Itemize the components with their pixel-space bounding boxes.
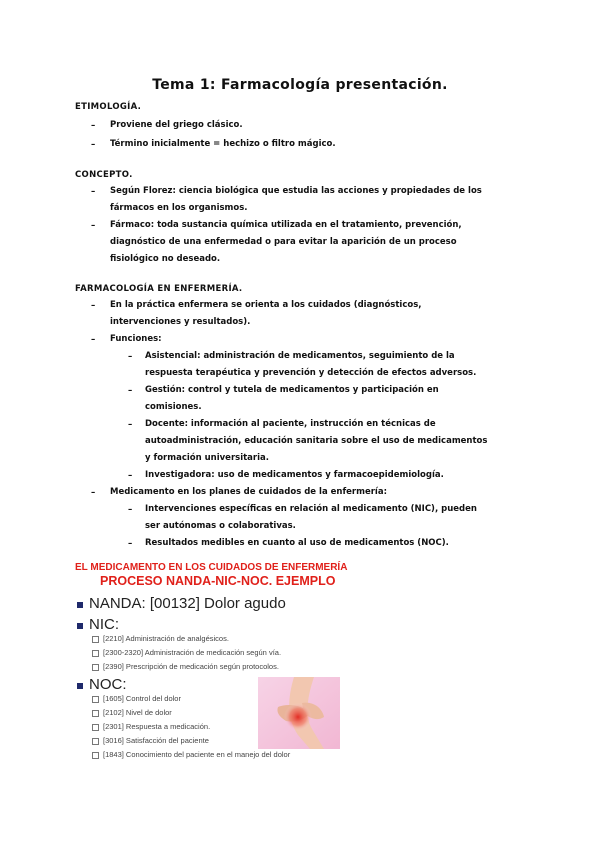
nic-item: [2390] Prescripción de medicación según protocolos.	[92, 662, 279, 671]
dash: –	[91, 140, 96, 150]
knee-pain-image	[258, 677, 340, 749]
farmacologia-line: respuesta terapéutica y prevención y detección de efectos adversos.	[145, 368, 477, 378]
farmacologia-line: Funciones:	[110, 334, 162, 344]
dash: –	[128, 539, 133, 549]
checkbox-icon	[92, 738, 99, 745]
farmacologia-line: Resultados medibles en cuanto al uso de medicamentos (NOC).	[145, 538, 449, 548]
farmacologia-line: Intervenciones específicas en relación al medicamento (NIC), pueden	[145, 504, 477, 514]
noc-item: [2102] Nivel de dolor	[92, 708, 172, 717]
square-bullet-icon	[77, 623, 83, 629]
farmacologia-heading: FARMACOLOGÍA EN ENFERMERÍA.	[75, 284, 243, 294]
farmacologia-line: Investigadora: uso de medicamentos y farmacoepidemiología.	[145, 470, 444, 480]
noc-item: [2301] Respuesta a medicación.	[92, 722, 210, 731]
etimologia-heading: ETIMOLOGÍA.	[75, 102, 142, 112]
noc-item: [1605] Control del dolor	[92, 694, 181, 703]
nic-item: [2210] Administración de analgésicos.	[92, 634, 229, 643]
slide-header: EL MEDICAMENTO EN LOS CUIDADOS DE ENFERMERÍA	[75, 562, 348, 573]
checkbox-icon	[92, 664, 99, 671]
noc-item: [3016] Satisfacción del paciente	[92, 736, 209, 745]
etimologia-item: Término inicialmente = hechizo o filtro mágico.	[110, 139, 336, 149]
farmacologia-line: ser autónomas o colaborativas.	[145, 521, 296, 531]
farmacologia-line: comisiones.	[145, 402, 202, 412]
dash: –	[128, 420, 133, 430]
dash: –	[91, 121, 96, 131]
square-bullet-icon	[77, 602, 83, 608]
dash: –	[128, 471, 133, 481]
concepto-line: Según Florez: ciencia biológica que estudia las acciones y propiedades de los	[110, 186, 482, 196]
farmacologia-line: Docente: información al paciente, instrucción en técnicas de	[145, 419, 436, 429]
nanda-line: NANDA: [00132] Dolor agudo	[89, 595, 286, 612]
checkbox-icon	[92, 650, 99, 657]
square-bullet-icon	[77, 683, 83, 689]
checkbox-icon	[92, 696, 99, 703]
farmacologia-line: Asistencial: administración de medicamentos, seguimiento de la	[145, 351, 455, 361]
concepto-line: fisiológico no deseado.	[110, 254, 221, 264]
checkbox-icon	[92, 636, 99, 643]
dash: –	[91, 187, 96, 197]
dash: –	[91, 221, 96, 231]
dash: –	[128, 386, 133, 396]
farmacologia-line: En la práctica enfermera se orienta a los cuidados (diagnósticos,	[110, 300, 422, 310]
nic-label: NIC:	[89, 616, 119, 633]
dash: –	[91, 488, 96, 498]
etimologia-item: Proviene del griego clásico.	[110, 120, 243, 130]
checkbox-icon	[92, 710, 99, 717]
nic-item: [2300-2320] Administración de medicación según vía.	[92, 648, 281, 657]
farmacologia-line: Gestión: control y tutela de medicamentos y participación en	[145, 385, 439, 395]
dash: –	[91, 335, 96, 345]
slide-subheader: PROCESO NANDA-NIC-NOC. EJEMPLO	[100, 574, 336, 588]
farmacologia-line: intervenciones y resultados).	[110, 317, 251, 327]
noc-label: NOC:	[89, 676, 127, 693]
farmacologia-line: autoadministración, educación sanitaria sobre el uso de medicamentos	[145, 436, 488, 446]
concepto-line: diagnóstico de una enfermedad o para evitar la aparición de un proceso	[110, 237, 457, 247]
checkbox-icon	[92, 724, 99, 731]
concepto-heading: CONCEPTO.	[75, 170, 133, 180]
dash: –	[128, 505, 133, 515]
checkbox-icon	[92, 752, 99, 759]
dash: –	[128, 352, 133, 362]
concepto-line: Fármaco: toda sustancia química utilizada en el tratamiento, prevención,	[110, 220, 462, 230]
noc-item: [1843] Conocimiento del paciente en el manejo del dolor	[92, 750, 290, 759]
farmacologia-line: Medicamento en los planes de cuidados de la enfermería:	[110, 487, 387, 497]
farmacologia-line: y formación universitaria.	[145, 453, 269, 463]
dash: –	[91, 301, 96, 311]
concepto-line: fármacos en los organismos.	[110, 203, 248, 213]
page-title: Tema 1: Farmacología presentación.	[152, 77, 448, 93]
